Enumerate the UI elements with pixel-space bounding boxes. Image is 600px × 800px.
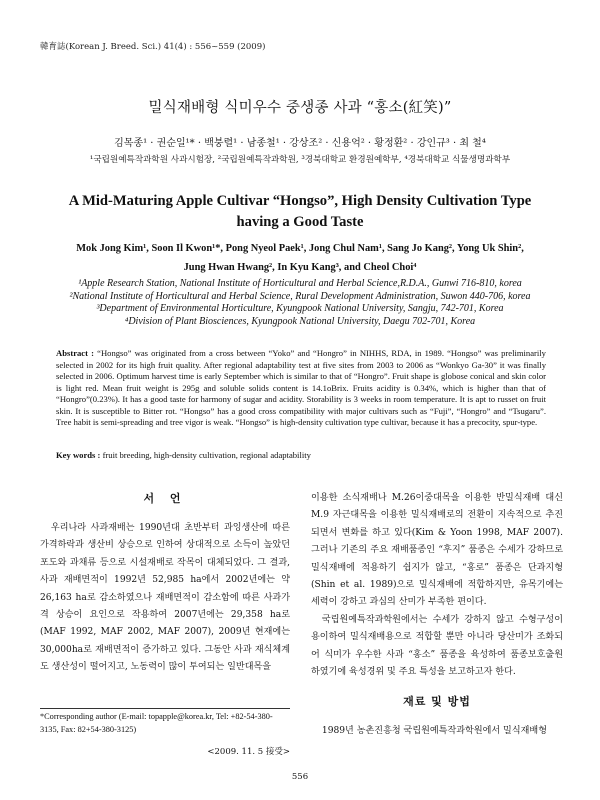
affiliations-korean: ¹국립원예특작과학원 사과시험장, ²국립원예특작과학원, ³경북대학교 환경원예학부, ⁴경북대학교 식물생명과학부 — [89, 155, 511, 165]
intro-heading: 서 언 — [143, 492, 187, 505]
methods-body — [311, 723, 563, 740]
corresponding-author-footnote: *Corresponding author (E-mail: topapple@korea.kr, Tel: +82-54-380-3135, Fax: 82+54-380-3125) — [40, 712, 273, 734]
affiliation-3: ³Department of Environmental Horticulture, Kyungpook National University, Sangju, 742-701, Korea — [96, 303, 504, 314]
authors-english-line1: Mok Jong Kim¹, Soon Il Kwon¹*, Pong Nyeol Paek¹, Jong Chul Nam¹, Sang Jo Kang², Yong Uk Shin², — [76, 243, 524, 254]
title-korean: 밀식재배형 식미우수 중생종 사과 “홍소(紅笑)” — [148, 100, 452, 116]
affiliation-4: ⁴Division of Plant Biosciences, Kyungpook National University, Daegu 702-701, Korea — [124, 315, 476, 327]
title-english-line1: A Mid-Maturing Apple Cultivar “Hongso”, High Density Cultivation Type — [68, 193, 532, 209]
methods-heading: 재료 및 방법 — [403, 695, 471, 709]
authors-english-line2: Jung Hwan Hwang², In Kyu Kang³, and Cheol Choi⁴ — [183, 262, 417, 273]
intro-body-continued — [311, 490, 563, 681]
abstract — [56, 348, 546, 429]
affiliation-2: ²National Institute of Horticultural and Herbal Science, Rural Development Administration, Suwon 440-706, korea — [69, 290, 531, 302]
intro-paragraph-2: 국립원예특작과학원에서는 수세가 강하지 않고 수형구성이 용이하여 밀식재배용으로 적합할 뿐만 아니라 당산미가 조화되어 식미가 우수한 사과 “홍소” 품종을 육성하여 품종보호출원 하였기에 육성경위 및 주요 특성을 보고하고자 한다. — [311, 614, 563, 678]
title-english-line2: having a Good Taste — [236, 214, 364, 230]
authors-korean: 김목종¹ · 권순일¹* · 백붕렬¹ · 남종철¹ · 강상조² · 신용억² · 황정환² · 강인규³ · 최 철⁴ — [114, 138, 486, 149]
abstract-text: “Hongso” was originated from a cross between “Yoko” and “Hongro” in NIHHS, RDA, in 1989. “Hongso” was preliminarily selected in 2002 for its high fruit quality. After regional adaptability test at five sites from 2003 to 2006 as “Wonkyo Ga-30” it was finally selected in 2006. Optimum harvest time is early September which is similar to that of “Hongro”. Fruit shape is globose conical and skin color is light red. Mean fruit weight is 295g and soluble solids content is 14.1oBrix. Fruits acidity is 0.34%, which is higher than that of “Hongro”(0.23%). It has a good taste for harmony of sugar and acidity. Storability is 3 weeks in room temperature. It is apt to russet on fruit skin. It is susceptible to Bitter rot. “Hongso” has a good cross compatibility with major cultivars such as “Fuji”, “Hongro” and “Tsugaru”. Tree habit is semi-spreading and tree vigor is weak. “Hongso” is high-density cultivation type cultivar, because it has a precocity, spur-type. — [56, 348, 546, 427]
page-number: 556 — [291, 772, 309, 782]
keywords — [56, 450, 546, 460]
column-right — [311, 490, 563, 741]
authors-english — [40, 239, 560, 277]
abstract-label: Abstract : — [56, 348, 94, 358]
footnote-divider — [40, 708, 290, 709]
intro-body — [40, 520, 290, 677]
journal-header: 韓育誌(Korean J. Breed. Sci.) 41(4) : 556~559 (2009) — [40, 42, 266, 52]
column-left — [40, 490, 290, 677]
intro-paragraph-1: 우리나라 사과재배는 1990년대 초반부터 과잉생산에 따른 가격하락과 생산비 상승으로 인하여 상대적으로 소득이 높았던 포도와 과채류 등으로 시설재배로 작목이 대체되었다. 그 결과, 사과 재배면적이 1992년 52,985 ha에서 2002년에는 약 26,163 ha로 감소하였으나 재배면적이 감소함에 따른 사과가격 상승이 요인으로 작용하여 2007년에는 29,358 ha로 (MAF 1992, MAF 2002, MAF 2007), 2009년 현재에는 30,000ha로 재배면적이 증가하고 있다. 그동안 사과 재식체계도 생산성이 떨어지고, 노동력이 많이 투여되는 일반대목을 — [40, 523, 290, 673]
keywords-label: Key words : — [56, 450, 101, 460]
received-date: <2009. 11. 5 接受> — [207, 747, 290, 757]
title-english — [30, 191, 570, 233]
affiliation-1: ¹Apple Research Station, National Institute of Horticultural and Herbal Science,R.D.A., Gunwi 716-810, korea — [78, 278, 522, 289]
intro-paragraph-1-continued: 이용한 소식재배나 M.26이중대목을 이용한 반밀식재배 대신 M.9 자근대목을 이용한 밀식재배로의 전환이 지속적으로 추진되면서 변화를 하고 있다(Kim & Yoon 1998, MAF 2007). 그러나 기존의 주요 재배품종인 “후지” 품종은 수세가 강하므로 밀식재배에 적용하기 쉽지가 않고, “홍로” 품종은 단과지형(Shin et al. 1989)으로 밀식재배에 적합하지만, 유목기에는 세력이 강하고 과심의 산미가 부족한 편이다. — [311, 493, 563, 608]
affiliations-english — [40, 278, 560, 328]
keywords-text: fruit breeding, high-density cultivation, regional adaptability — [102, 450, 311, 460]
methods-paragraph-1: 1989년 농촌진흥청 국립원예특작과학원에서 밀식재배형 — [321, 726, 547, 737]
